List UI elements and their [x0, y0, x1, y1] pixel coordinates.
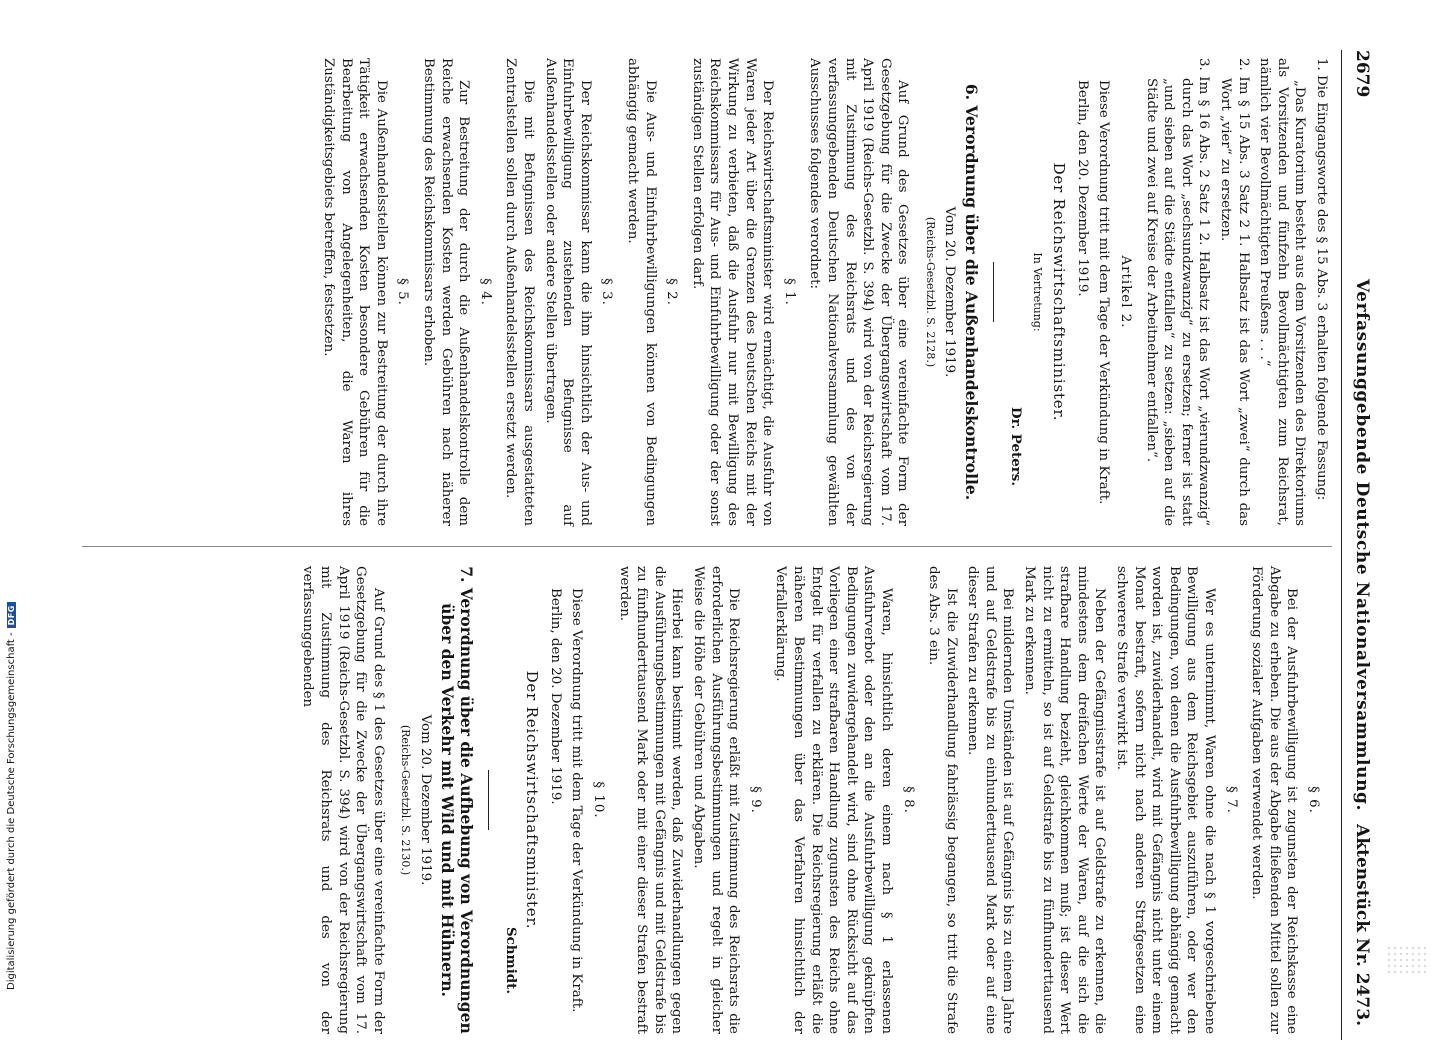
section-heading: § 5. [395, 278, 411, 306]
date-line: Berlin, den 20. Dezember 1919. [1074, 80, 1090, 297]
section-heading: § 8. [900, 786, 916, 814]
signature-name: Dr. Peters. [1008, 407, 1025, 486]
numbered-item: 1. Die Eingangsworte des § 15 Abs. 3 erhalten folgende Fassung: [1314, 58, 1329, 501]
scanned-document-page [42, 50, 1372, 1040]
paragraph: Bei der Ausfuhrbewilligung ist zugunsten der Reichskasse eine Abgabe zu erheben. Die aus der Abgabe fließenden Mittel sollen zur Förderung sozialer Aufgaben verwendet werden. [1249, 566, 1300, 1034]
paragraph: „Das Kuratorium besteht aus dem Vorsitzenden des Direktoriums als Vorsitzenden und fünfzehn Bevollmächtigten zum Reichsrat, nämlich vier Bevollmächtigten Preußens . . .“ [1257, 58, 1308, 526]
paragraph: Auf Grund des Gesetzes über eine vereinfachte Form der Gesetzgebung für die Zwecke der Übergangswirtschaft vom 17. April 1919 (Reichs-Gesetzbl. S. 394) wird von der Reichsregierung mit Zustimmung des Reichsrats und des von der verfassunggebenden Deutschen Nationalversammlung gewählten Ausschusses folgendes verordnet: [807, 58, 911, 526]
paragraph: Diese Verordnung tritt mit dem Tage der Verkündung in Kraft. [569, 588, 585, 1013]
page-number: 2679 [1352, 50, 1372, 98]
paragraph: Auf Grund des § 1 des Gesetzes über eine vereinfachte Form der Gesetzgebung für die Zwecke der Übergangswirtschaft vom 17. April 1919 (Reichs-Gesetzbl. S. 394) wird von der Reichsregierung mit Zustimmung des Reichsrats und des von der verfassunggebenden [300, 566, 386, 1034]
credit-text: Digitalisierung gefördert durch die Deutsche Forschungsgemeinschaft - [6, 632, 17, 990]
paragraph: Ist die Zuwiderhandlung fahrlässig begangen, so tritt die Strafe des Abs. 3 ein. [926, 566, 959, 1034]
digitization-credit [6, 602, 17, 990]
section-heading: § 2. [664, 278, 680, 306]
header-rule [1341, 50, 1342, 1040]
signature-name: Schmidt. [502, 926, 519, 994]
paragraph: Diese Verordnung tritt mit dem Tage der Verkündung in Kraft. [1096, 80, 1112, 505]
representation-note: In Vertretung: [1030, 252, 1044, 332]
paragraph: Waren, hinsichtlich deren einem nach § 1 erlassenen Ausfuhrverbot oder den an die Ausfuhrbewilligung geknüpften Bedingungen zuwidergehandelt wird, sind ohne Rücksicht auf das Vorliegen einer strafbaren Handlung zugunsten des Reichs ohne Entgelt für verfallen zu erklären. Die Reichsregierung erläßt die näheren Bestimmungen über das Verfahren hinsichtlich der Verfallerklärung. [773, 566, 894, 1034]
left-column [316, 58, 1331, 526]
column-separator [82, 546, 1332, 547]
numbered-item: 2. Im § 15 Abs. 3 Satz 2 1. Halbsatz ist das Wort „zwei“ durch das Wort „vier“ zu ersetzen. [1218, 58, 1251, 526]
paragraph: Der Reichskommissar kann die ihm hinsichtlich der Aus- und Einfuhrbewilligung zustehenden Befugnisse auf Außenhandelsstellen oder andere Stellen übertragen. [542, 58, 593, 526]
dfg-logo: DFG [7, 602, 16, 628]
section-heading: § 10. [591, 781, 607, 819]
paragraph: Zur Bestreitung der durch die Außenhandelskontrolle dem Reiche erwachsenden Kosten werden Gebühren nach näherer Bestimmung des Reichskommissars erhoben. [421, 58, 472, 526]
ordinance-date: Vom 20. Dezember 1919. [418, 714, 434, 886]
section-heading: § 6. [1306, 786, 1321, 814]
paragraph: Bei mildernden Umständen ist auf Gefängnis bis zu einem Jahre und auf Geldstrafe bis zu einhunderttausend Mark oder auf eine dieser Strafen zu erkennen. [965, 566, 1016, 1034]
date-line: Berlin, den 20. Dezember 1919. [547, 588, 563, 805]
paragraph: Hierbei kann bestimmt werden, daß Zuwiderhandlungen gegen die Ausführungsbestimmungen mit Gefängnis und mit Geldstrafe bis zu fünfhunderttausend Mark oder mit einer dieser Strafen bestraft werden. [616, 566, 685, 1034]
section-heading: § 4. [477, 278, 493, 306]
section-heading: § 1. [781, 278, 797, 306]
section-divider [994, 262, 995, 322]
gazette-reference: (Reichs-Gesetzbl. S. 2128.) [923, 216, 937, 368]
ministry-name: Der Reichswirtschaftsminister. [1050, 162, 1069, 422]
paragraph: Die Außenhandelsstellen können zur Bestreitung der durch ihre Tätigkeit erwachsenden Kosten besondere Gebühren für die Bearbeitung von Angelegenheiten, die Waren ihres Zuständigkeitsgebiets betreffen, festsetzen. [321, 58, 389, 526]
ministry-name: Der Reichswirtschaftsminister. [523, 670, 542, 930]
ordinance-title: 7. Verordnung über die Aufhebung von Verordnungen über den Verkehr mit Wild und mit Hühnern. [438, 566, 477, 1034]
right-column [295, 566, 1330, 1034]
document-reference: Aktenstück Nr. 2473. [1352, 824, 1372, 1026]
running-title: Verfassunggebende Deutsche Nationalversammlung. [1352, 278, 1372, 812]
section-heading: § 7. [1223, 786, 1239, 814]
section-heading: § 3. [599, 278, 615, 306]
paragraph: Wer es unternimmt, Waren ohne die nach § 1 vorgeschriebene Bewilligung aus dem Reichsgebiet auszuführen, oder wer den Bedingungen, von denen die Ausfuhrbewilligung abhängig gemacht worden ist, zuwiderhandelt, wird mit Gefängnis nicht unter einem Monat bestraft, sofern nicht nach anderen Strafgesetzen eine schwerere Strafe verwirkt ist. [1114, 566, 1218, 1034]
section-heading: Artikel 2. [1118, 255, 1134, 329]
paragraph: Die Aus- und Einfuhrbewilligungen können von Bedingungen abhängig gemacht werden. [625, 58, 658, 526]
numbered-item: 3. Im § 16 Abs. 2 Satz 1 2. Halbsatz ist das Wort „vierundzwanzig“ durch das Wort „sechsundzwanzig“ zu ersetzen; ferner ist statt „und sieben auf die Städte entfallen“ zu setzen: „sieben auf die Städte und zwei auf Kreise der Arbeitnehmer entfallen“. [1143, 58, 1212, 526]
page-header [1342, 50, 1372, 1040]
paragraph: Die Reichsregierung erläßt mit Zustimmung des Reichsrats die erforderlichen Ausführungsbestimmungen und regelt in gleicher Weise die Höhe der Gebühren und Abgaben. [691, 566, 742, 1034]
paragraph: Die mit Befugnissen des Reichskommissars ausgestatteten Zentralstellen sollen durch Außenhandelsstellen ersetzt werden. [503, 58, 537, 526]
ordinance-date: Vom 20. Dezember 1919. [942, 206, 958, 378]
section-heading: § 9. [747, 786, 763, 814]
ordinance-title: 6. Verordnung über die Außenhandelskontrolle. [962, 83, 982, 501]
scan-artifact [1386, 945, 1426, 975]
section-divider [488, 770, 489, 830]
gazette-reference: (Reichs-Gesetzbl. S. 2130.) [399, 724, 413, 876]
paragraph: Der Reichswirtschaftsminister wird ermächtigt, die Ausfuhr von Waren jeder Art über die Grenzen des Deutschen Reichs mit der Wirkung zu verbieten, daß die Ausfuhr nur mit Bewilligung des Reichskommissars für Aus- und Einfuhrbewilligung oder der sonst zuständigen Stellen erfolgen darf. [689, 58, 776, 526]
paragraph: Neben der Gefängnisstrafe ist auf Geldstrafe zu erkennen, die mindestens dem dreifachen Werte der Waren, auf die sich die strafbare Handlung bezieht, gleichkommen muß; ist dieser Wert nicht zu ermitteln, so ist auf Geldstrafe bis zu fünfhunderttausend Mark zu erkennen. [1022, 566, 1108, 1034]
